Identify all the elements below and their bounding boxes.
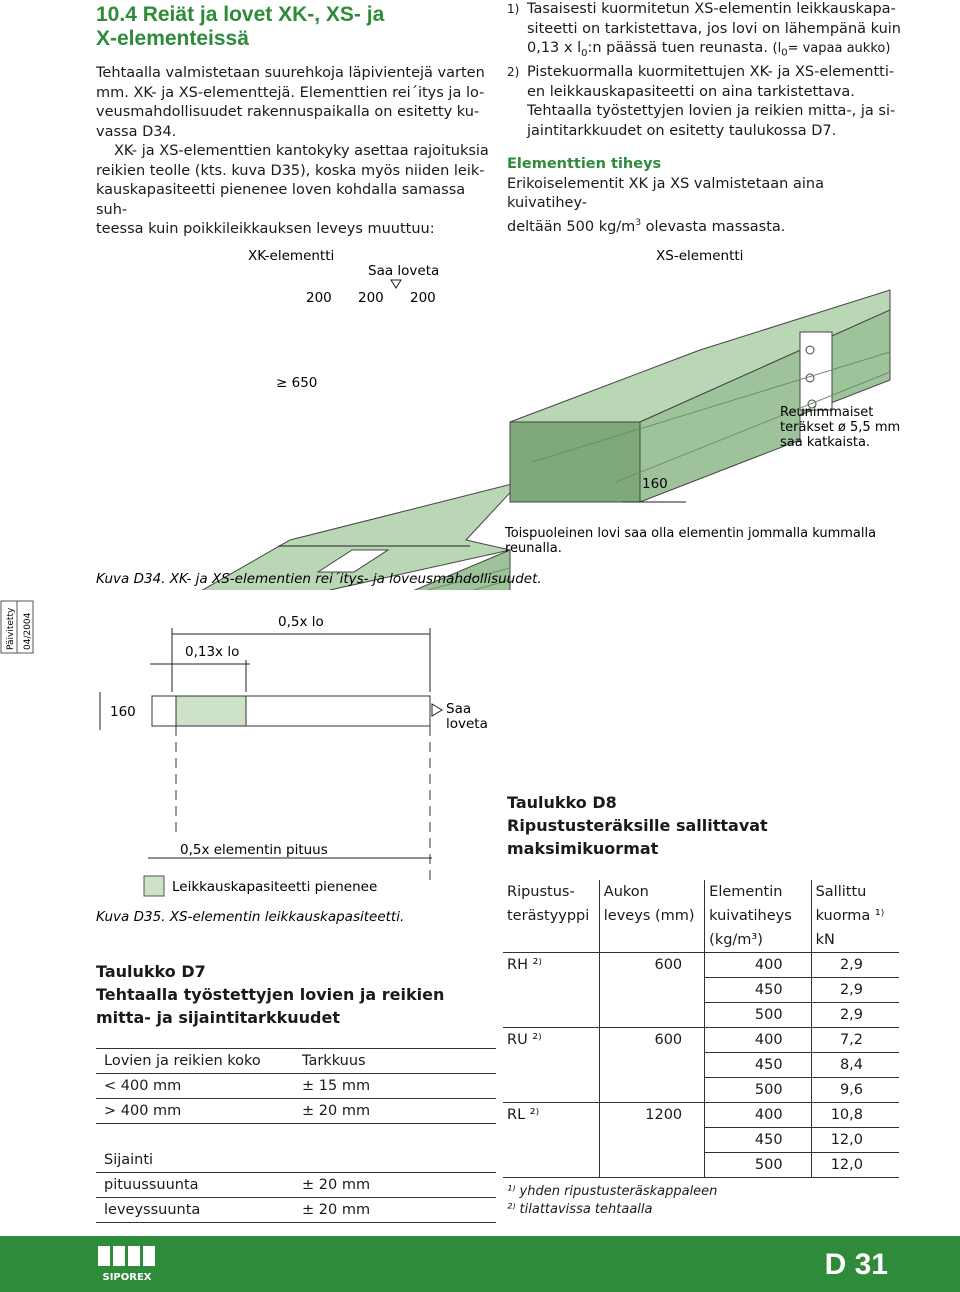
- legend-swatch: [144, 876, 164, 896]
- section-title-line1: 10.4 Reiät ja lovet XK-, XS- ja: [96, 3, 385, 26]
- density-line: Erikoiselementit XK ja XS valmistetaan aina kuivatihey-: [507, 175, 824, 212]
- table-cell: [599, 1128, 704, 1153]
- table-header-cell: kuivatiheys: [705, 904, 811, 928]
- dim-160-d35: 160: [110, 704, 136, 720]
- intro-p1-line: veusmahdollisuudet rakennuspaikalla on esitetty ku-: [96, 104, 480, 120]
- table-cell: [599, 1003, 704, 1028]
- table-cell: 500: [705, 1078, 811, 1103]
- table-cell: < 400 mm: [96, 1074, 294, 1099]
- table-cell: RU ²⁾: [503, 1028, 599, 1053]
- dim-200-b: 200: [358, 290, 384, 306]
- table-cell: [599, 1078, 704, 1103]
- table-row: [503, 1053, 899, 1078]
- half-length-label: 0,5x elementin pituus: [180, 842, 328, 858]
- table-header-cell: Aukon: [599, 880, 704, 904]
- caption-d35: Kuva D35. XS-elementin leikkauskapasiteetti.: [96, 909, 405, 925]
- table-cell: 500: [705, 1003, 811, 1028]
- toisp-line2: reunalla.: [505, 541, 562, 556]
- table-cell: 1200: [599, 1103, 704, 1128]
- table-row: [503, 978, 899, 1003]
- note-line: siteetti on tarkistettava, jos lovi on lähempänä kuin: [527, 20, 901, 37]
- density-line: [507, 214, 907, 237]
- table-d8: [503, 880, 899, 1178]
- footnote: ¹⁾ yhden ripustusteräskappaleen: [507, 1184, 718, 1199]
- xk-label: XK-elementti: [248, 248, 335, 264]
- intro-p1-line: vassa D34.: [96, 123, 177, 140]
- table-cell: [503, 978, 599, 1003]
- xs-front-face: [510, 422, 640, 502]
- table-header-row: [503, 904, 899, 928]
- table-header-row: [503, 928, 899, 953]
- updated-tag-label: Päivitetty: [6, 607, 16, 650]
- table-header-cell: (kg/m³): [705, 928, 811, 953]
- table-header-cell: terästyyppi: [507, 908, 590, 924]
- table-d7-subtitle: Tehtaalla työstettyjen lovien ja reikien: [96, 985, 445, 1004]
- notch-marker-icon: [432, 704, 442, 716]
- note-text: = vapaa aukko): [787, 41, 891, 56]
- table-cell: 2,9: [811, 978, 899, 1003]
- table-row: [96, 1173, 496, 1198]
- table-header-cell: Ripustus-: [507, 884, 575, 900]
- dim-650: ≥ 650: [276, 375, 318, 391]
- logo-block: [128, 1246, 140, 1266]
- density-text: olevasta massasta.: [641, 218, 786, 235]
- density-text: deltään 500 kg/m: [507, 218, 636, 235]
- table-row: [503, 1028, 899, 1053]
- note-line: [527, 39, 907, 63]
- table-cell: [294, 1124, 496, 1149]
- table-cell: 9,6: [811, 1078, 899, 1103]
- intro-p2-line: reikien teolle (kts. kuva D35), koska myös niiden leik-: [96, 162, 485, 179]
- table-header-cell: Tarkkuus: [294, 1049, 496, 1074]
- table-d7-subtitle: mitta- ja sijaintitarkkuudet: [96, 1008, 340, 1027]
- table-cell: [503, 1128, 599, 1153]
- note-subscript: 0: [781, 47, 788, 59]
- note-line: en leikkauskapasiteetti on aina tarkistettava.: [527, 83, 855, 100]
- table-row: [503, 953, 899, 978]
- logo-block: [113, 1246, 125, 1266]
- siporex-logo: [96, 1244, 158, 1286]
- note-text: :n päässä tuen reunasta.: [587, 40, 768, 56]
- intro-p2-line: XK- ja XS-elementtien kantokyky asettaa rajoituksia: [114, 143, 489, 159]
- table-row: [503, 1128, 899, 1153]
- table-cell: > 400 mm: [96, 1099, 294, 1124]
- table-row: [503, 1103, 899, 1128]
- note-number: 2): [507, 65, 520, 80]
- toisp-line1: Toispuoleinen lovi saa olla elementin jommalla kummalla: [505, 526, 877, 541]
- table-cell: pituussuunta: [96, 1173, 294, 1198]
- table-cell: leveyssuunta: [96, 1198, 294, 1223]
- table-header-row: [96, 1049, 496, 1074]
- table-d7-title: Taulukko D7: [96, 962, 206, 981]
- note-line: Tehtaalla työstettyjen lovien ja reikien mitta-, ja si-: [527, 103, 896, 120]
- table-cell: 500: [705, 1153, 811, 1178]
- section-title: [96, 3, 496, 51]
- table-row: [96, 1148, 496, 1173]
- table-cell: Sijainti: [104, 1152, 154, 1168]
- note-line: Pistekuormalla kuormitettujen XK- ja XS-elementti-: [527, 64, 895, 81]
- table-cell: 10,8: [811, 1103, 899, 1128]
- intro-p2-line: kauskapasiteetti pienenee loven kohdalla samassa suh-: [96, 182, 466, 218]
- reuna-line2: teräkset ø 5,5 mm: [780, 420, 901, 435]
- table-cell: ± 15 mm: [294, 1074, 496, 1099]
- table-cell: [599, 1053, 704, 1078]
- density-superscript: 3: [635, 217, 642, 228]
- table-cell: ± 20 mm: [294, 1198, 496, 1223]
- saa-label: Saa: [446, 701, 472, 717]
- table-cell: 400: [705, 1028, 811, 1053]
- note-line: jaintitarkkuudet on esitetty taulukossa D7.: [527, 122, 837, 139]
- intro-p2-line: teessa kuin poikkileikkauksen leveys muuttuu:: [96, 221, 435, 237]
- table-header-cell: Sallittu: [811, 880, 899, 904]
- note-2: [507, 63, 907, 141]
- saa-loveta-label: Saa loveta: [368, 263, 440, 279]
- table-cell: 400: [705, 1103, 811, 1128]
- logo-wordmark: SIPOREX: [102, 1272, 152, 1283]
- table-cell: RL ²⁾: [503, 1103, 599, 1128]
- notch-marker-icon: [391, 280, 401, 288]
- table-row: [503, 1078, 899, 1103]
- logo-block: [143, 1246, 155, 1266]
- table-row: [96, 1124, 496, 1149]
- table-cell: ± 20 mm: [294, 1173, 496, 1198]
- note-subscript: 0: [581, 47, 588, 59]
- table-header-cell: Elementin: [705, 880, 811, 904]
- table-cell: 12,0: [811, 1153, 899, 1178]
- table-cell: [503, 1053, 599, 1078]
- dim-200-c: 200: [410, 290, 436, 306]
- xs-label: XS-elementti: [656, 248, 744, 264]
- table-d7: [96, 1048, 496, 1223]
- footnote: ²⁾ tilattavissa tehtaalla: [507, 1202, 653, 1217]
- table-cell: 2,9: [811, 953, 899, 978]
- table-cell: 450: [705, 978, 811, 1003]
- table-d7-heading: [96, 960, 496, 1029]
- table-d8-subtitle: maksimikuormat: [507, 839, 659, 858]
- updated-tag-date: 04/2004: [23, 612, 33, 650]
- intro-text: [96, 64, 496, 240]
- table-row: [96, 1198, 496, 1223]
- table-cell: ± 20 mm: [294, 1099, 496, 1124]
- table-cell: 2,9: [811, 1003, 899, 1028]
- xs-element-drawing: [510, 290, 890, 502]
- intro-p1-line: mm. XK- ja XS-elementtejä. Elementtien rei´itys ja lo-: [96, 84, 485, 101]
- table-row: [96, 1099, 496, 1124]
- table-d8-heading: [507, 791, 907, 860]
- table-cell: 450: [705, 1128, 811, 1153]
- figure-d34: [0, 240, 960, 590]
- table-header-cell: kuorma ¹⁾: [811, 904, 899, 928]
- table-d8-subtitle: Ripustusteräksille sallittavat: [507, 816, 768, 835]
- dim-05lo: 0,5x lo: [278, 614, 324, 630]
- table-cell: 12,0: [811, 1128, 899, 1153]
- intro-p1-line: Tehtaalla valmistetaan suurehkoja läpivientejä varten: [96, 65, 485, 81]
- note-line: Tasaisesti kuormitetun XS-elementin leikkauskapa-: [527, 1, 896, 17]
- caption-d34: Kuva D34. XK- ja XS-elementien rei´itys- ja loveusmahdollisuudet.: [96, 571, 542, 587]
- table-cell: [599, 1153, 704, 1178]
- table-cell: [503, 1153, 599, 1178]
- table-cell: 8,4: [811, 1053, 899, 1078]
- table-cell: [599, 978, 704, 1003]
- table-cell: 450: [705, 1053, 811, 1078]
- table-header-cell: [503, 928, 599, 953]
- loveta-label: loveta: [446, 716, 488, 732]
- table-cell: 600: [599, 1028, 704, 1053]
- reduced-capacity-zone: [176, 696, 246, 726]
- table-d8-title: Taulukko D8: [507, 793, 617, 812]
- figure-d35: [0, 600, 500, 930]
- table-cell: 7,2: [811, 1028, 899, 1053]
- density-heading: Elementtien tiheys: [507, 156, 662, 173]
- page-number: D 31: [824, 1248, 888, 1281]
- dim-013lo: 0,13x lo: [185, 644, 240, 660]
- reuna-line3: saa katkaista.: [780, 435, 871, 450]
- note-1: [507, 0, 907, 63]
- table-header-cell: leveys (mm): [599, 904, 704, 928]
- notes-list: [507, 0, 907, 237]
- table-cell: [96, 1124, 294, 1149]
- note-number: 1): [507, 2, 520, 16]
- rebar-dot: [806, 346, 814, 354]
- table-row: [503, 1153, 899, 1178]
- table-header-cell: kN: [811, 928, 899, 953]
- table-cell: [503, 1003, 599, 1028]
- table-cell: 400: [705, 953, 811, 978]
- table-header-cell: Lovien ja reikien koko: [96, 1049, 294, 1074]
- table-cell: 600: [599, 953, 704, 978]
- table-d8-footnotes: [507, 1183, 887, 1219]
- note-text: 0,13 x l: [527, 40, 582, 56]
- logo-block: [98, 1246, 110, 1266]
- section-title-line2: X-elementeissä: [96, 27, 249, 50]
- table-cell: [503, 1078, 599, 1103]
- note-text: (l: [772, 41, 782, 56]
- table-row: [96, 1074, 496, 1099]
- dim-160-xs: 160: [642, 476, 668, 492]
- table-row: [503, 1003, 899, 1028]
- reuna-line1: Reunimmaiset: [780, 405, 874, 420]
- table-header-cell: [599, 928, 704, 953]
- table-cell: [294, 1148, 496, 1173]
- table-cell: RH ²⁾: [503, 953, 599, 978]
- table-header-row: [503, 880, 899, 904]
- dim-200-a: 200: [306, 290, 332, 306]
- legend-label: Leikkauskapasiteetti pienenee: [172, 879, 378, 895]
